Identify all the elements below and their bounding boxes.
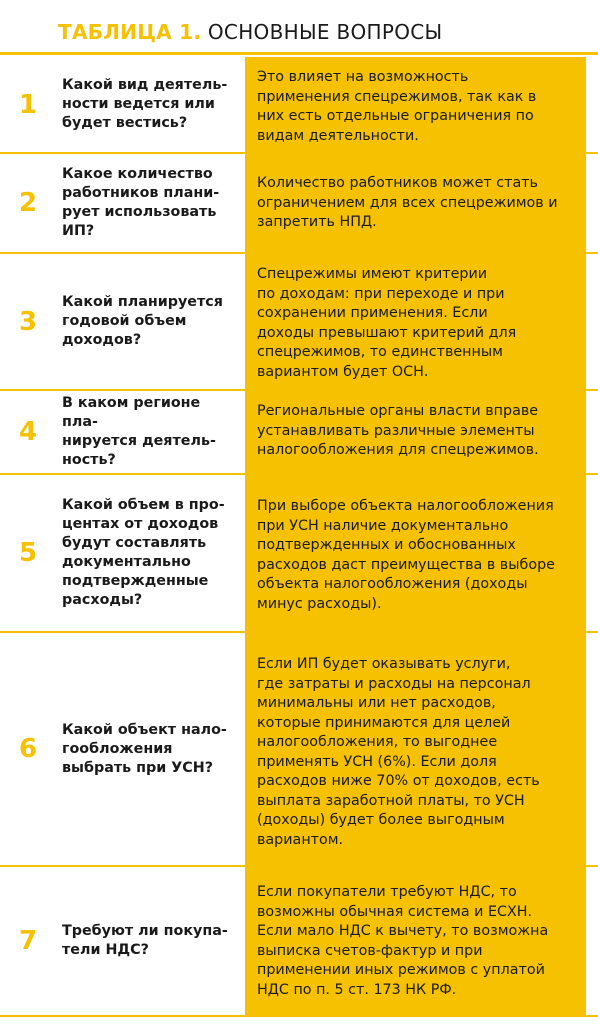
table-title: [58, 20, 443, 44]
table-row: [0, 254, 598, 391]
row-divider: [0, 1015, 598, 1017]
row-number: 7: [18, 926, 38, 956]
row-answer: При выборе объекта налогообложения при УСН наличие документально подтвержденных и обоснованных расходов даст преимущества в выборе объекта налогообложения (доходы минус расходы).: [245, 475, 586, 631]
row-answer: Количество работников может стать ограничением для всех спецрежимов и запретить НПД.: [245, 154, 586, 252]
row-number: 1: [18, 89, 38, 120]
row-answer: Это влияет на возможность применения спецрежимов, так как в них есть отдельные ограничения по видам деятельности.: [245, 57, 586, 152]
row-answer: Спецрежимы имеют критерии по доходам: при переходе и при сохранении применения. Если доходы превышают критерий для спецрежимов, то единственным вариантом будет ОСН.: [245, 254, 586, 389]
row-number: 3: [18, 306, 38, 337]
table-row: [0, 57, 598, 154]
table-title-label: ТАБЛИЦА 1.: [58, 20, 202, 44]
table-title-text: ОСНОВНЫЕ ВОПРОСЫ: [201, 20, 443, 44]
table-row: [0, 475, 598, 633]
row-number: 6: [18, 734, 38, 764]
table-row: [0, 391, 598, 475]
row-number: 2: [18, 188, 38, 218]
row-number: 4: [18, 417, 38, 447]
row-question: Какой объект нало- гообложения выбрать при УСН?: [62, 721, 227, 776]
table-row: [0, 867, 598, 1017]
row-answer: Региональные органы власти вправе устанавливать различные элементы налогообложения для спецрежимов.: [245, 391, 586, 473]
table-row: [0, 633, 598, 867]
row-answer: Если ИП будет оказывать услуги, где затраты и расходы на персонал минимальны или нет расходов, которые принимаются для целей налогообложения, то выгоднее применять УСН (6%). Если доля расходов ниже 70% от доходов, есть выплата заработной платы, то УСН (доходы) будет более выгодным вариантом.: [245, 633, 586, 865]
top-divider: [0, 52, 598, 55]
row-number: 5: [18, 538, 38, 568]
table-row: [0, 154, 598, 254]
row-question: Какое количество работников плани- рует использовать ИП?: [62, 166, 220, 239]
row-question: Какой планируется годовой объем доходов?: [62, 294, 223, 348]
row-answer: Если покупатели требуют НДС, то возможны обычная система и ЕСХН. Если мало НДС к вычету, то возможна выписка счетов-фактур и при применении иных режимов с уплатой НДС по п. 5 ст. 173 НК РФ.: [245, 867, 586, 1015]
row-question: Какой объем в про- центах от доходов будут составлять документально подтвержденные расходы?: [62, 497, 225, 608]
row-question: Требуют ли покупа- тели НДС?: [62, 923, 228, 958]
row-question: Какой вид деятель- ности ведется или будет вестись?: [62, 77, 228, 131]
row-question: В каком регионе пла- нируется деятель- ность?: [62, 395, 216, 468]
